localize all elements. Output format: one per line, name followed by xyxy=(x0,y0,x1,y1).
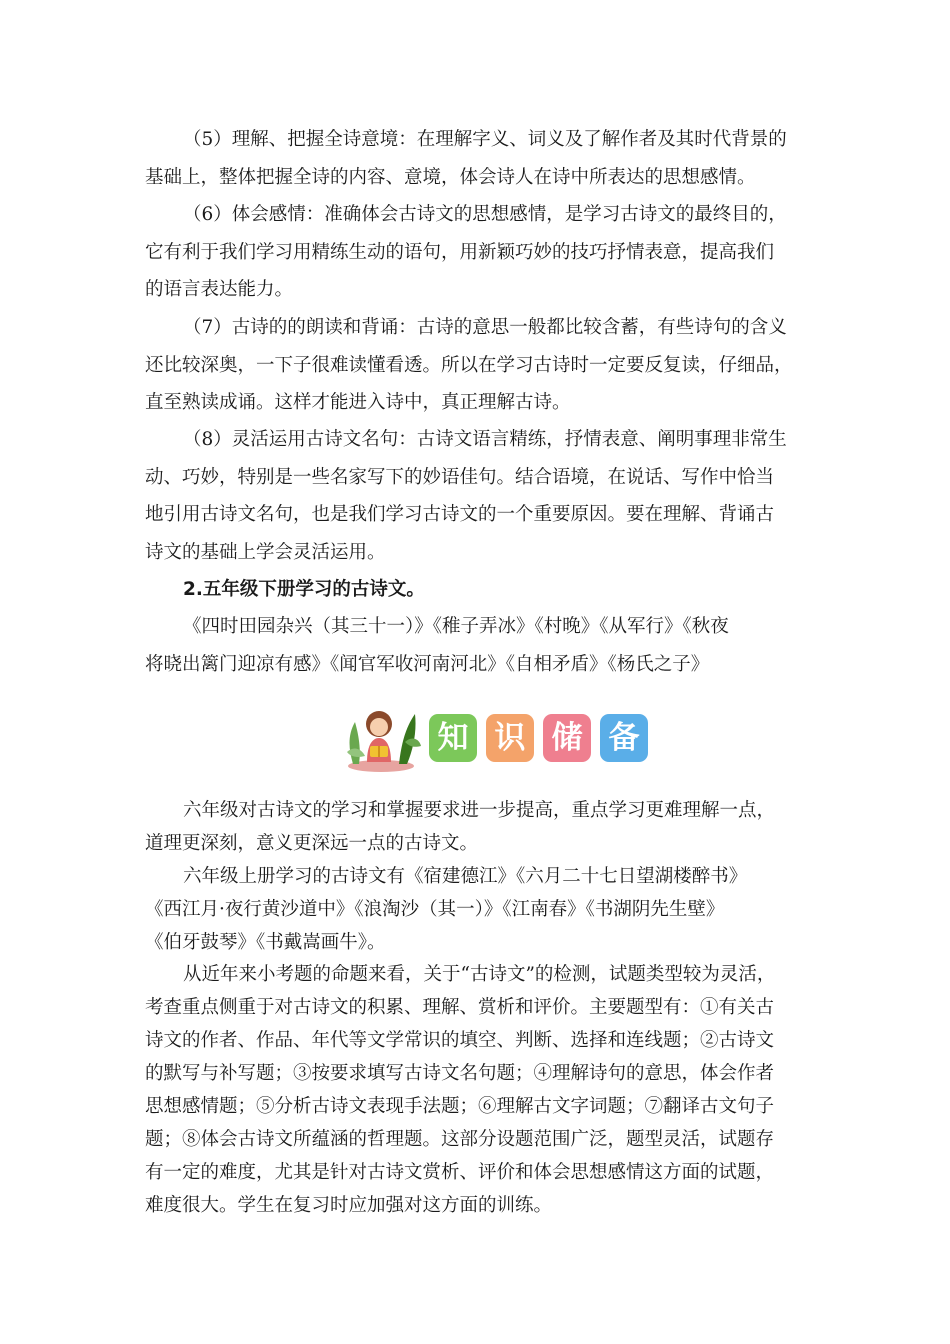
text-line: 题；⑧体会古诗文所蕴涵的哲理题。这部分设题范围广泛，题型灵活，试题存 xyxy=(145,1129,775,1150)
text-line: 将晓出篱门迎凉有感》《闻官军收河南河北》《自相矛盾》《杨氏之子》 xyxy=(145,653,710,675)
banner-tile-2: 识 xyxy=(486,714,534,762)
paragraph-grade-six-poems xyxy=(145,860,810,959)
banner-tile-3: 储 xyxy=(543,714,591,762)
paragraph-grade-six-intro xyxy=(145,794,810,860)
text-line: 六年级上册学习的古诗文有《宿建德江》《六月二十七日望湖楼醉书》 xyxy=(183,866,748,887)
banner-tile-1: 知 xyxy=(429,714,477,762)
text-line: 难度很大。学生在复习时应加强对这方面的训练。 xyxy=(145,1195,553,1216)
text-line: 有一定的难度，尤其是针对古诗文赏析、评价和体会思想感情这方面的试题， xyxy=(145,1162,775,1183)
text-line: 诗文的作者、作品、年代等文学常识的填空、判断、选择和连线题；②古诗文 xyxy=(145,1030,775,1051)
paragraph-5 xyxy=(145,121,810,196)
text-line: 直至熟读成诵。这样才能进入诗中，真正理解古诗。 xyxy=(145,392,571,413)
text-line: 考查重点侧重于对古诗文的积累、理解、赏析和评价。主要题型有：①有关古 xyxy=(145,997,775,1018)
text-line: 还比较深奥，一下子很难读懂看透。所以在学习古诗时一定要反复读，仔细品， xyxy=(145,354,793,376)
text-line: （8）灵活运用古诗文名句：古诗文语言精练，抒情表意、阐明事理非常生 xyxy=(183,429,787,450)
text-line: 道理更深刻，意义更深远一点的古诗文。 xyxy=(145,833,479,854)
paragraph-6 xyxy=(145,196,810,309)
text-line: 六年级对古诗文的学习和掌握要求进一步提高，重点学习更难理解一点， xyxy=(183,800,776,821)
knowledge-reserve-banner xyxy=(343,702,655,774)
text-line: 基础上，整体把握全诗的内容、意境，体会诗人在诗中所表达的思想感情。 xyxy=(145,166,756,188)
section-heading-text: 2.五年级下册学习的古诗文。 xyxy=(183,579,425,600)
banner-tile-4: 备 xyxy=(600,714,648,762)
paragraph-exam-analysis xyxy=(145,958,810,1222)
text-line: 它有利于我们学习用精练生动的语句，用新颖巧妙的技巧抒情表意，提高我们 xyxy=(145,241,775,263)
paragraph-7 xyxy=(145,309,810,422)
text-line: （6）体会感情：准确体会古诗文的思想感情，是学习古诗文的最终目的， xyxy=(183,204,787,225)
text-line: （5）理解、把握全诗意境：在理解字义、词义及了解作者及其时代背景的 xyxy=(183,129,787,150)
text-line: 从近年来小考题的命题来看，关于“古诗文”的检测，试题类型较为灵活， xyxy=(183,964,776,985)
text-line: 思想感情题；⑤分析古诗文表现手法题；⑥理解古文字词题；⑦翻译古文句子 xyxy=(145,1096,775,1117)
text-line: 《四时田园杂兴（其三十一）》《稚子弄冰》《村晚》《从军行》《秋夜 xyxy=(183,616,729,637)
text-line: （7）古诗的的朗读和背诵：古诗的意思一般都比较含蓄，有些诗句的含义 xyxy=(183,317,787,338)
text-line: 地引用古诗文名句，也是我们学习古诗文的一个重要原因。要在理解、背诵古 xyxy=(145,504,775,525)
text-line: 动、巧妙，特别是一些名家写下的妙语佳句。结合语境，在说话、写作中恰当 xyxy=(145,466,775,488)
paragraph-8 xyxy=(145,421,810,571)
text-line: 的语言表达能力。 xyxy=(145,279,294,300)
text-line: 诗文的基础上学会灵活运用。 xyxy=(145,541,386,563)
section-heading xyxy=(145,571,810,609)
girl-reading-illustration xyxy=(343,702,421,774)
poem-list xyxy=(145,608,810,683)
text-line: 《西江月·夜行黄沙道中》《浪淘沙（其一）》《江南春》《书湖阴先生壁》 xyxy=(145,899,725,920)
text-line: 的默写与补写题；③按要求填写古诗文名句题；④理解诗句的意思，体会作者 xyxy=(145,1063,775,1084)
text-line: 《伯牙鼓琴》《书戴嵩画牛》。 xyxy=(145,932,386,953)
